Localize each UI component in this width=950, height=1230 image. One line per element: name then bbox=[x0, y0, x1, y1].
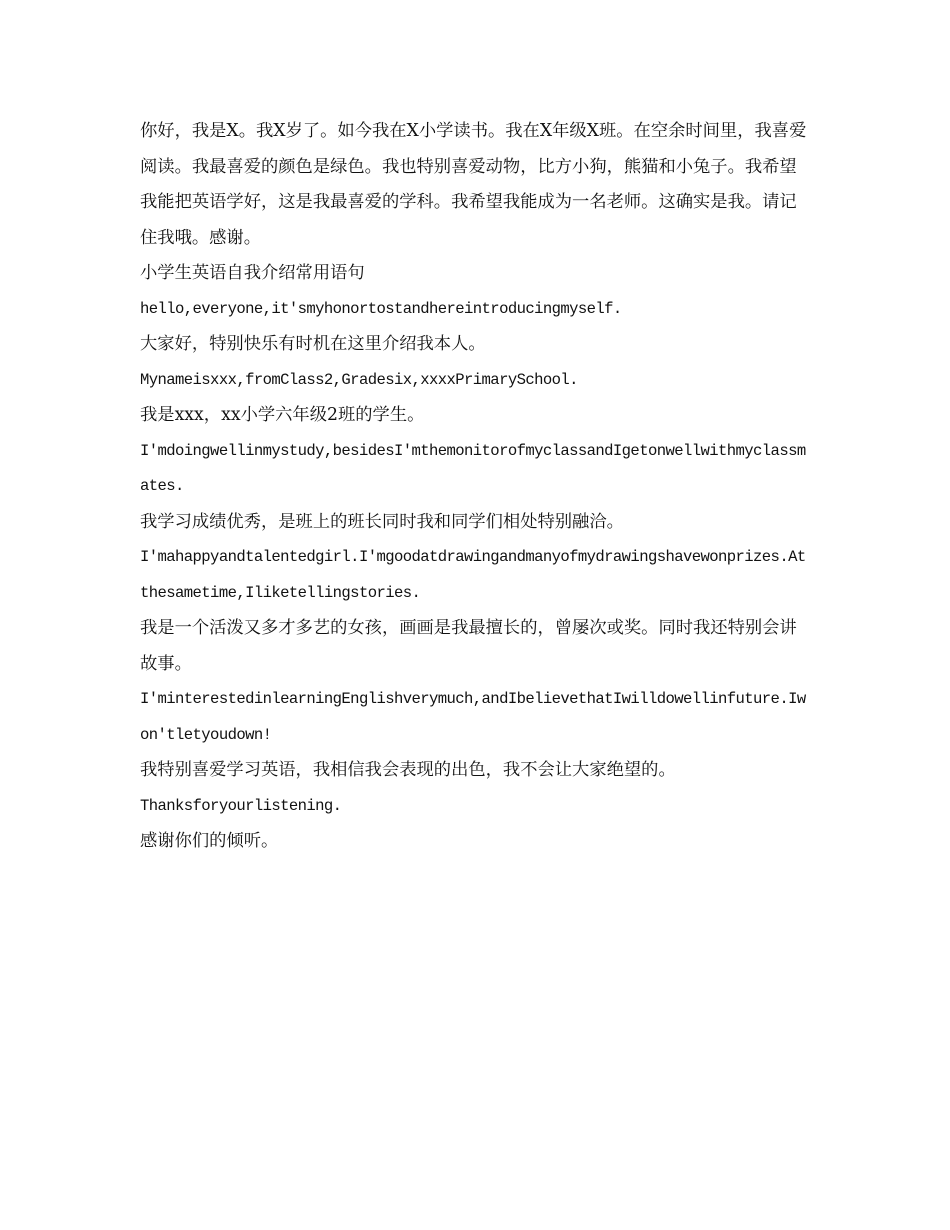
phrase-chinese: 感谢你们的倾听。 bbox=[140, 831, 279, 851]
phrase-english: hello,everyone,it'smyhonortostandhereintroducingmyself. bbox=[140, 299, 622, 318]
section-heading: 小学生英语自我介绍常用语句 bbox=[140, 263, 365, 283]
intro-paragraph: 你好，我是X。我X岁了。如今我在X小学读书。我在X年级X班。在空余时间里，我喜爱阅读。我最喜爱的颜色是绿色。我也特别喜爱动物，比方小狗，熊猫和小兔子。我希望我能把英语学好，这是我最喜爱的学科。我希望我能成为一名老师。这确实是我。请记住我哦。感谢。 bbox=[140, 121, 807, 248]
phrase-chinese: 大家好，特别快乐有时机在这里介绍我本人。 bbox=[140, 334, 486, 354]
phrase-english: I'mahappyandtalentedgirl.I'mgoodatdrawingandmanyofmydrawingshavewonprizes.Atthesametime,Iliketellingstories. bbox=[140, 548, 806, 602]
phrase-english: I'minterestedinlearningEnglishverymuch,andIbelievethatIwilldowellinfuture.Iwon'tletyoudown! bbox=[140, 690, 806, 744]
phrase-chinese: 我学习成绩优秀，是班上的班长同时我和同学们相处特别融洽。 bbox=[140, 511, 624, 532]
phrase-chinese: 我是一个活泼又多才多艺的女孩，画画是我最擅长的，曾屡次或奖。同时我还特别会讲故事。 bbox=[140, 618, 797, 674]
phrase-english: Thanksforyourlistening. bbox=[140, 796, 342, 815]
document-page bbox=[140, 114, 812, 860]
phrase-chinese: 我特别喜爱学习英语，我相信我会表现的出色，我不会让大家绝望的。 bbox=[140, 760, 676, 780]
phrase-english: Mynameisxxx,fromClass2,Gradesix,xxxxPrimarySchool. bbox=[140, 370, 578, 389]
phrase-english: I'mdoingwellinmystudy,besidesI'mthemonitorofmyclassandIgetonwellwithmyclassmates. bbox=[140, 441, 806, 495]
phrase-chinese: 我是xxx，xx小学六年级2班的学生。 bbox=[140, 405, 425, 425]
